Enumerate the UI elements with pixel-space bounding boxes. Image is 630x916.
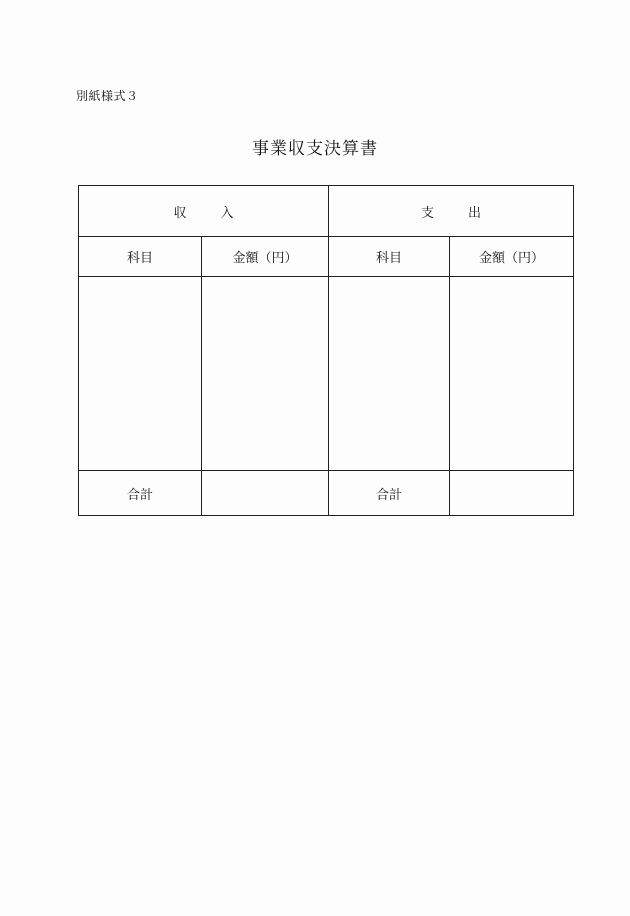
income-amount-cell[interactable]	[202, 277, 329, 471]
expense-total-amount-cell[interactable]	[450, 471, 574, 516]
entry-row	[79, 277, 574, 471]
expense-label-char-2: 出	[468, 205, 482, 221]
form-number: 別紙様式３	[76, 89, 139, 103]
income-amount-header: 金額（円）	[202, 237, 329, 277]
expense-amount-cell[interactable]	[450, 277, 574, 471]
income-item-cell[interactable]	[79, 277, 202, 471]
section-header-row	[79, 186, 574, 237]
expense-item-header: 科目	[329, 237, 450, 277]
expense-item-cell[interactable]	[329, 277, 450, 471]
expense-amount-header: 金額（円）	[450, 237, 574, 277]
income-item-header: 科目	[79, 237, 202, 277]
expense-total-label: 合計	[329, 471, 450, 516]
expense-label-char-1: 支	[420, 205, 434, 221]
settlement-table	[78, 185, 574, 516]
income-label-char-1: 収	[173, 205, 187, 221]
income-total-label: 合計	[79, 471, 202, 516]
income-section-header	[79, 186, 329, 237]
expense-section-header	[329, 186, 574, 237]
column-header-row	[79, 237, 574, 277]
total-row	[79, 471, 574, 516]
income-label-char-2: 入	[220, 205, 234, 221]
document-title: 事業収支決算書	[252, 139, 378, 159]
income-total-amount-cell[interactable]	[202, 471, 329, 516]
